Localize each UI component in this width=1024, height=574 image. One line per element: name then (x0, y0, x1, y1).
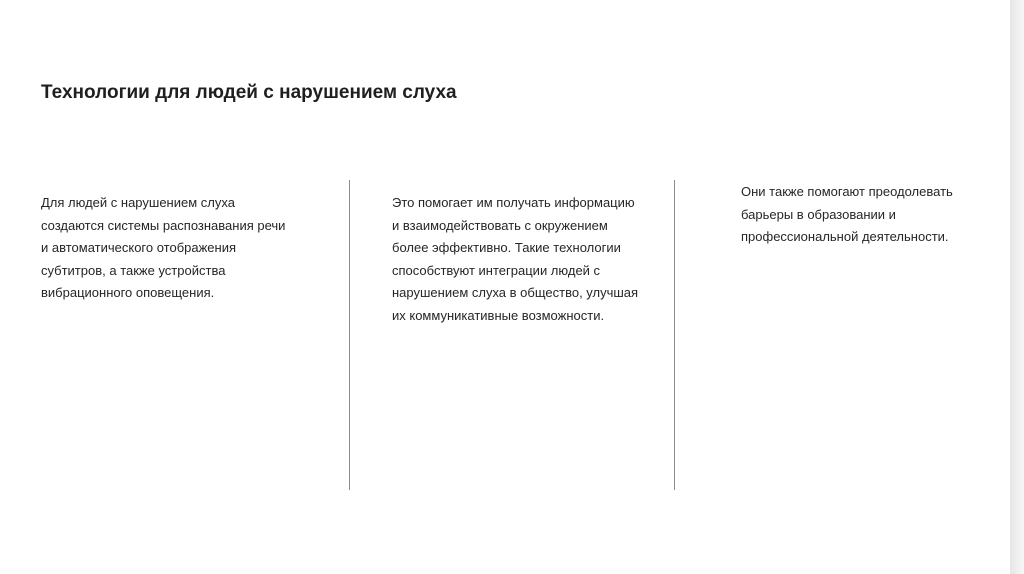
column-divider-1 (349, 180, 350, 490)
column-2-line: и взаимодействовать с окружением (392, 217, 608, 233)
column-divider-2 (674, 180, 675, 490)
column-3-text (741, 181, 991, 249)
column-1-text (41, 192, 313, 305)
column-2-text (392, 192, 662, 327)
column-3-line: барьеры в образовании и (741, 206, 896, 222)
column-1-line: и автоматического отображения (41, 240, 237, 255)
column-1-line: субтитров, а также устройства (41, 262, 226, 278)
slide-edge-shadow (1010, 0, 1024, 574)
column-2-line: Это помогает им получать информацию (392, 195, 635, 210)
column-1-line: Для людей с нарушением слуха (41, 195, 235, 210)
column-2-line: способствуют интеграции людей с (392, 262, 601, 278)
column-3-line: Они также помогают преодолевать (741, 184, 953, 199)
slide-title: Технологии для людей с нарушением слуха (41, 82, 457, 103)
column-2-line: нарушением слуха в общество, улучшая (392, 285, 639, 300)
column-2-line: более эффективно. Такие технологии (392, 240, 621, 255)
column-1-line: вибрационного оповещения. (41, 285, 215, 300)
column-2-line: их коммуникативные возможности. (392, 307, 605, 323)
column-1-line: создаются системы распознавания речи (41, 217, 286, 233)
column-3-line: профессиональной деятельности. (741, 229, 949, 244)
